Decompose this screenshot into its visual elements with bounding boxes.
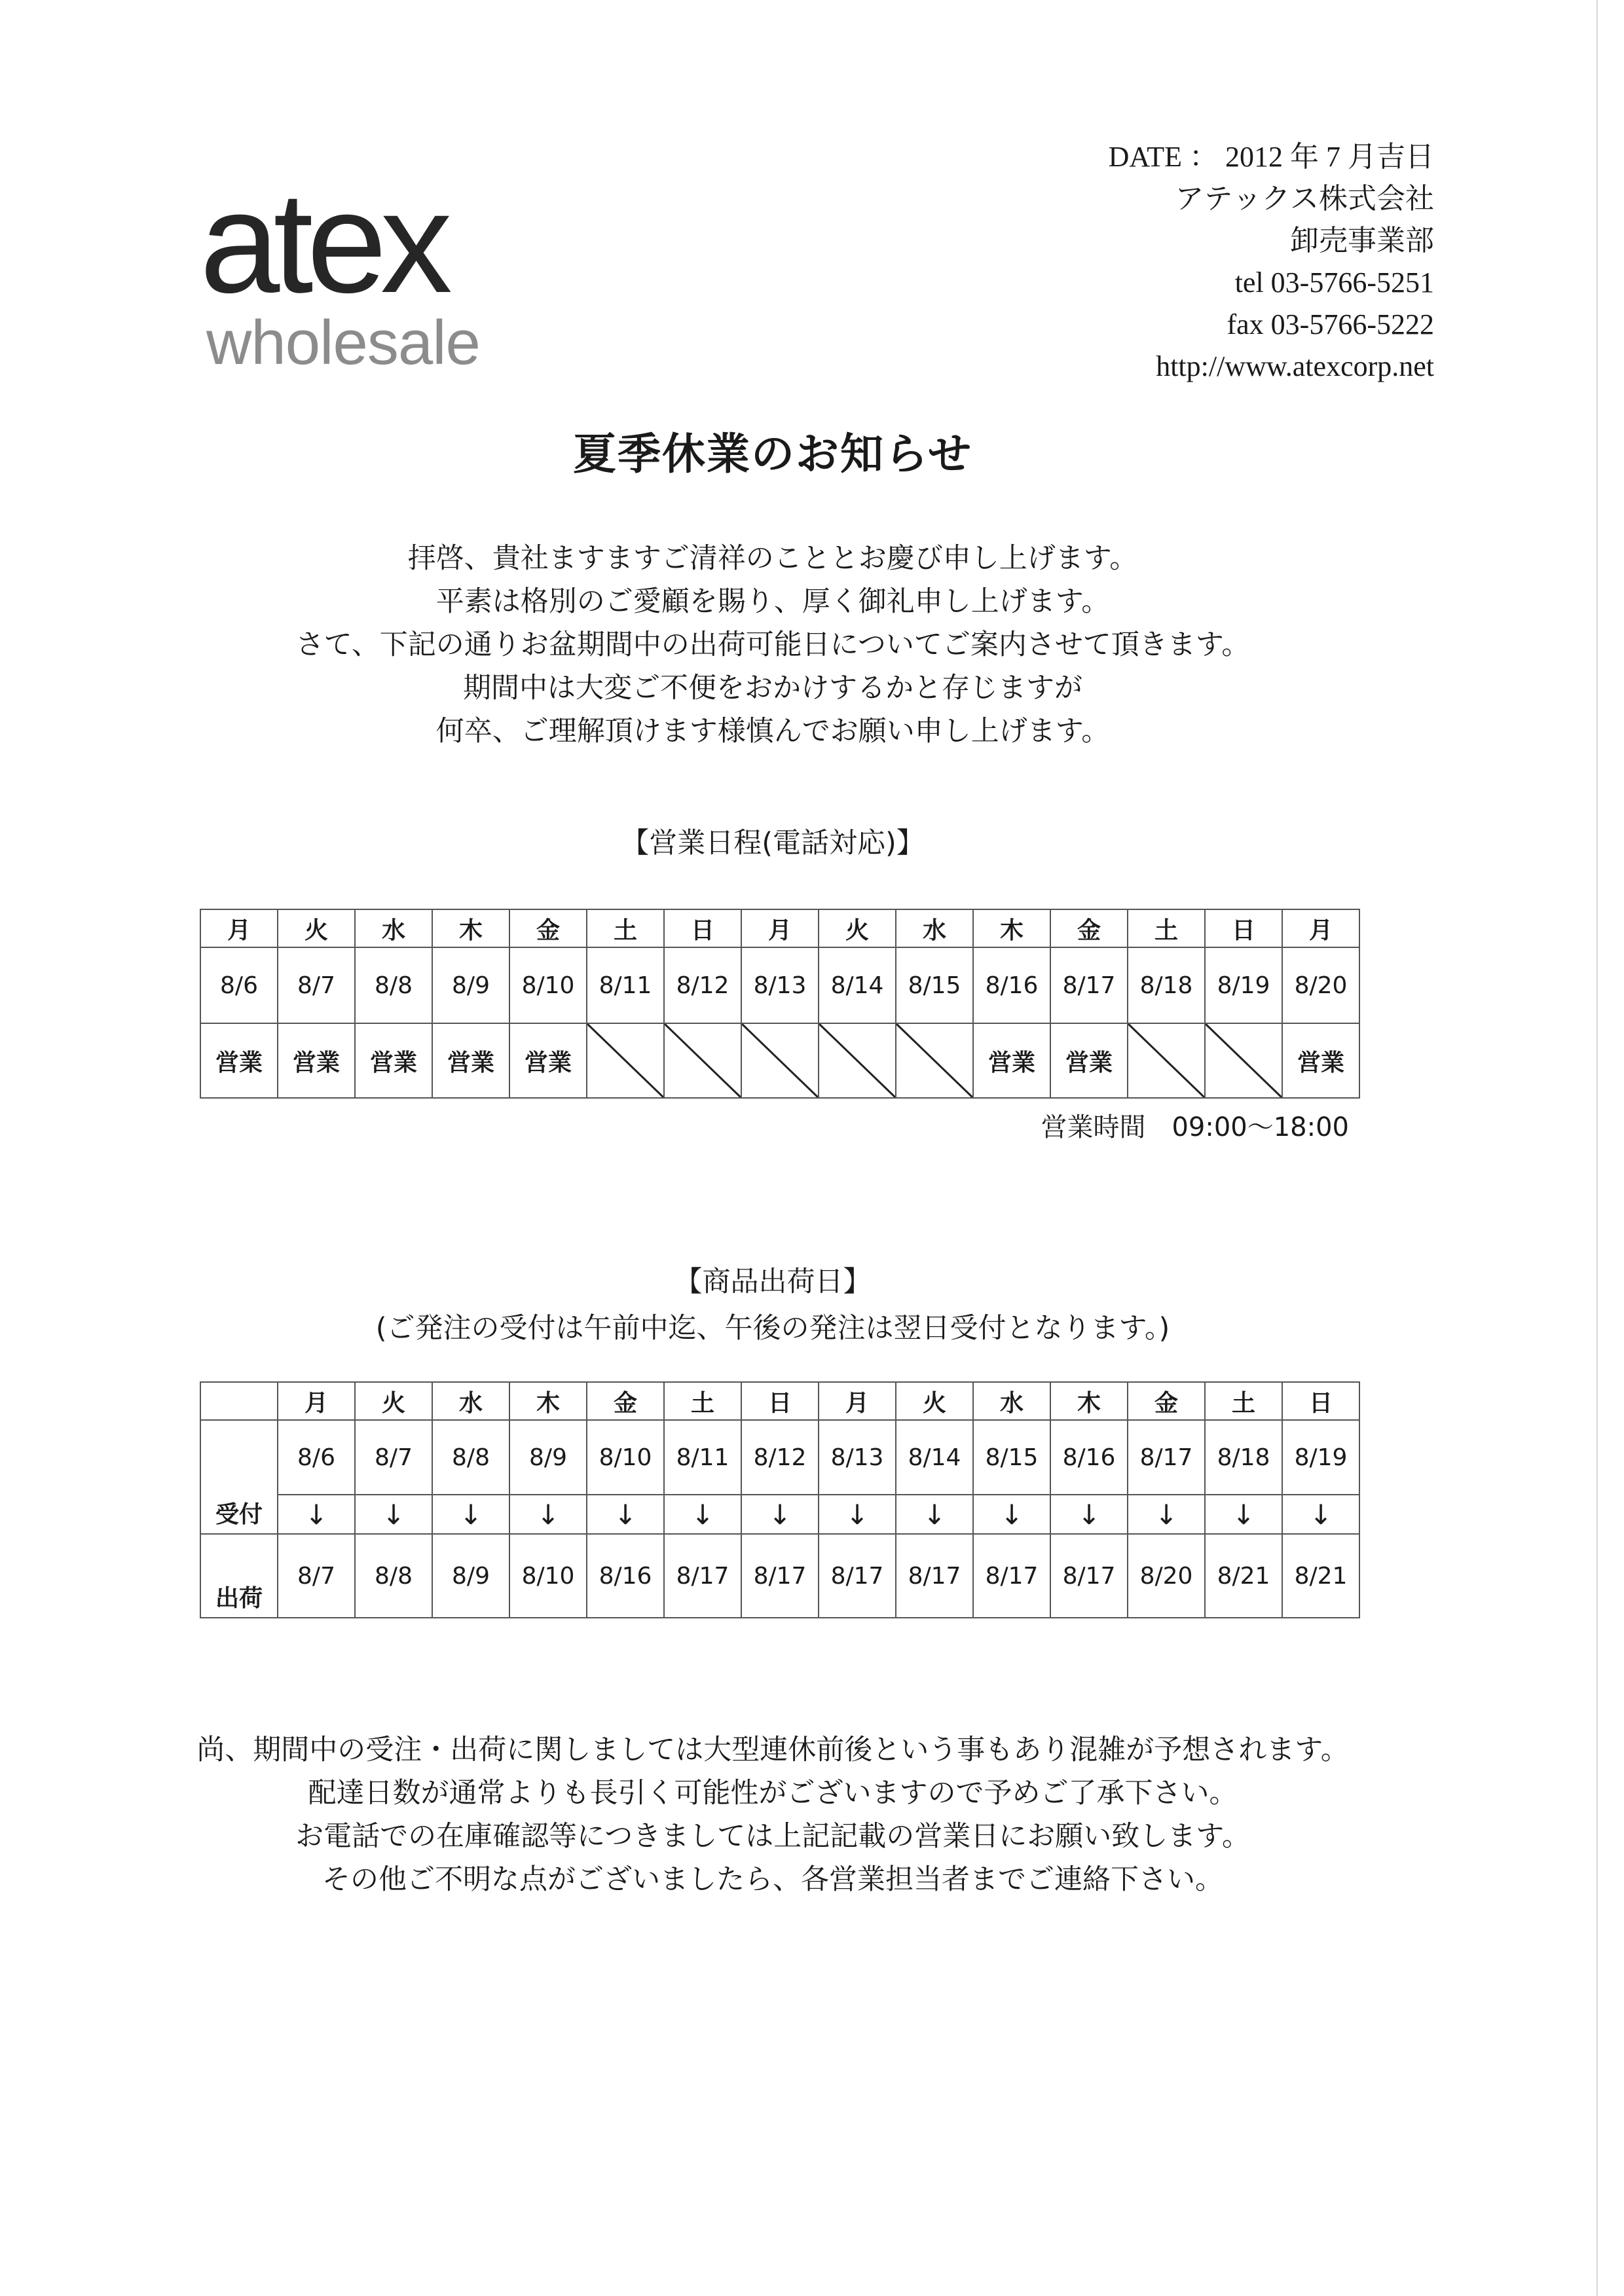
received-date-cell: 8/7 (355, 1420, 432, 1495)
shipped-date-cell: 8/17 (819, 1534, 896, 1618)
shipping-schedule-table (200, 1381, 1360, 1618)
closed-day-cell (819, 1023, 896, 1098)
weekday-cell: 水 (355, 909, 432, 947)
intro-paragraph (0, 537, 1545, 753)
closed-day-cell (1205, 1023, 1282, 1098)
received-date-cell: 8/9 (509, 1420, 587, 1495)
corner-cell (200, 1382, 278, 1420)
date-cell: 8/15 (896, 947, 973, 1023)
arrow-row (200, 1495, 1359, 1534)
date-cell: 8/19 (1205, 947, 1282, 1023)
closed-day-cell (896, 1023, 973, 1098)
weekday-cell: 火 (819, 909, 896, 947)
shipped-date-cell: 8/8 (355, 1534, 432, 1618)
shipped-date-cell: 8/21 (1205, 1534, 1282, 1618)
logo-wordmark: atex (200, 162, 446, 323)
date-cell: 8/12 (664, 947, 741, 1023)
received-date-cell: 8/13 (819, 1420, 896, 1495)
shipped-date-cell: 8/17 (896, 1534, 973, 1618)
received-date-cell: 8/16 (1050, 1420, 1128, 1495)
phone-number: tel 03-5766-5251 (1234, 266, 1434, 299)
intro-line: 何卒、ご理解頂けます様慎んでお願い申し上げます。 (435, 715, 1110, 748)
closed-day-cell (1128, 1023, 1205, 1098)
date-cell: 8/7 (278, 947, 355, 1023)
open-status-cell: 営業 (973, 1023, 1050, 1098)
shipped-date-cell: 8/10 (509, 1534, 587, 1618)
business-schedule-heading: 【営業日程(電話対応)】 (621, 827, 925, 860)
intro-line: 期間中は大変ご不便をおかけするかと存じますが (463, 672, 1082, 704)
open-status-cell: 営業 (432, 1023, 509, 1098)
weekday-cell: 日 (664, 909, 741, 947)
weekday-cell: 木 (509, 1382, 587, 1420)
shipped-date-cell: 8/16 (587, 1534, 664, 1618)
intro-line: 拝啓、貴社ますますご清祥のこととお慶び申し上げます。 (407, 542, 1138, 575)
shipped-date-cell: 8/17 (1050, 1534, 1128, 1618)
weekday-cell: 木 (432, 909, 509, 947)
shipped-date-cell: 8/17 (664, 1534, 741, 1618)
logo-subtitle: wholesale (206, 308, 480, 378)
open-status-cell: 営業 (200, 1023, 278, 1098)
date-row (200, 947, 1359, 1023)
weekday-cell: 金 (509, 909, 587, 947)
received-date-cell: 8/14 (896, 1420, 973, 1495)
arrow-cell: ↓ (278, 1495, 355, 1534)
shipped-date-cell: 8/21 (1282, 1534, 1359, 1618)
arrow-cell: ↓ (509, 1495, 587, 1534)
weekday-cell: 土 (1128, 909, 1205, 947)
weekday-cell: 木 (1050, 1382, 1128, 1420)
company-logo (200, 162, 480, 378)
received-row (200, 1420, 1359, 1495)
weekday-cell: 水 (432, 1382, 509, 1420)
shipped-date-cell: 8/9 (432, 1534, 509, 1618)
arrow-cell: ↓ (664, 1495, 741, 1534)
weekday-cell: 土 (587, 909, 664, 947)
closed-day-cell (587, 1023, 664, 1098)
weekday-cell: 月 (200, 909, 278, 947)
arrow-cell: ↓ (432, 1495, 509, 1534)
closing-line: お電話での在庫確認等につきましては上記記載の営業日にお願い致します。 (295, 1820, 1250, 1853)
date-cell: 8/14 (819, 947, 896, 1023)
weekday-cell: 月 (278, 1382, 355, 1420)
date-cell: 8/16 (973, 947, 1050, 1023)
date-cell: 8/9 (432, 947, 509, 1023)
status-row (200, 1023, 1359, 1098)
weekday-row (200, 909, 1359, 947)
closing-line: その他ご不明な点がございましたら、各営業担当者までご連絡下さい。 (322, 1863, 1223, 1896)
arrow-cell: ↓ (973, 1495, 1050, 1534)
shipped-date-cell: 8/17 (741, 1534, 819, 1618)
closed-slash-mark (742, 1024, 818, 1097)
shipped-date-cell: 8/20 (1128, 1534, 1205, 1618)
received-date-cell: 8/18 (1205, 1420, 1282, 1495)
arrow-cell: ↓ (1205, 1495, 1282, 1534)
received-label: 受付 (200, 1420, 278, 1534)
received-date-cell: 8/11 (664, 1420, 741, 1495)
closed-day-cell (664, 1023, 741, 1098)
date-cell: 8/17 (1050, 947, 1128, 1023)
weekday-cell: 火 (278, 909, 355, 947)
weekday-cell: 火 (355, 1382, 432, 1420)
intro-line: さて、下記の通りお盆期間中の出荷可能日についてご案内させて頂きます。 (295, 629, 1250, 661)
arrow-cell: ↓ (819, 1495, 896, 1534)
weekday-cell: 日 (741, 1382, 819, 1420)
closed-slash-mark (819, 1024, 895, 1097)
arrow-cell: ↓ (1128, 1495, 1205, 1534)
company-name: アテックス株式会社 (1175, 183, 1434, 215)
received-date-cell: 8/8 (432, 1420, 509, 1495)
closed-day-cell (741, 1023, 819, 1098)
weekday-cell: 土 (1205, 1382, 1282, 1420)
open-status-cell: 営業 (1282, 1023, 1359, 1098)
received-date-cell: 8/12 (741, 1420, 819, 1495)
open-status-cell: 営業 (278, 1023, 355, 1098)
weekday-row (200, 1382, 1359, 1420)
closed-slash-mark (1206, 1024, 1282, 1097)
open-status-cell: 営業 (355, 1023, 432, 1098)
weekday-cell: 水 (896, 909, 973, 947)
received-date-cell: 8/17 (1128, 1420, 1205, 1495)
date-cell: 8/11 (587, 947, 664, 1023)
date-cell: 8/20 (1282, 947, 1359, 1023)
page-edge (1596, 0, 1598, 2296)
received-date-cell: 8/10 (587, 1420, 664, 1495)
website-url: http://www.atexcorp.net (1156, 350, 1434, 382)
sender-info (1109, 136, 1434, 388)
date-cell: 8/18 (1128, 947, 1205, 1023)
closed-slash-mark (587, 1024, 663, 1097)
closed-slash-mark (665, 1024, 741, 1097)
open-status-cell: 営業 (1050, 1023, 1128, 1098)
weekday-cell: 火 (896, 1382, 973, 1420)
date-cell: 8/6 (200, 947, 278, 1023)
weekday-cell: 日 (1282, 1382, 1359, 1420)
received-date-cell: 8/15 (973, 1420, 1050, 1495)
arrow-cell: ↓ (896, 1495, 973, 1534)
shipped-date-cell: 8/17 (973, 1534, 1050, 1618)
arrow-cell: ↓ (741, 1495, 819, 1534)
business-schedule-table (200, 909, 1360, 1099)
shipped-row (200, 1534, 1359, 1618)
shipping-schedule-heading: 【商品出荷日】 (674, 1266, 872, 1298)
notice-title: 夏季休業のお知らせ (572, 429, 973, 479)
business-hours: 営業時間 09:00～18:00 (1041, 1112, 1349, 1142)
department-name: 卸売事業部 (1290, 225, 1434, 257)
closing-line: 配達日数が通常よりも長引く可能性がございますので予めご了承下さい。 (308, 1777, 1238, 1810)
closed-slash-mark (1128, 1024, 1204, 1097)
shipped-date-cell: 8/7 (278, 1534, 355, 1618)
issue-date: DATE ： 2012 年 7 月吉日 (1108, 141, 1434, 173)
closing-paragraph (0, 1728, 1545, 1901)
weekday-cell: 金 (587, 1382, 664, 1420)
fax-number: fax 03-5766-5222 (1227, 308, 1434, 340)
date-cell: 8/10 (509, 947, 587, 1023)
weekday-cell: 日 (1205, 909, 1282, 947)
weekday-cell: 月 (741, 909, 819, 947)
date-cell: 8/13 (741, 947, 819, 1023)
weekday-cell: 土 (664, 1382, 741, 1420)
open-status-cell: 営業 (509, 1023, 587, 1098)
weekday-cell: 木 (973, 909, 1050, 947)
arrow-cell: ↓ (1282, 1495, 1359, 1534)
weekday-cell: 月 (1282, 909, 1359, 947)
closing-line: 尚、期間中の受注・出荷に関しましては大型連休前後という事もあり混雑が予想されます。 (196, 1734, 1349, 1766)
shipped-label: 出荷 (200, 1534, 278, 1618)
weekday-cell: 金 (1050, 909, 1128, 947)
received-date-cell: 8/19 (1282, 1420, 1359, 1495)
arrow-cell: ↓ (355, 1495, 432, 1534)
weekday-cell: 水 (973, 1382, 1050, 1420)
intro-line: 平素は格別のご愛顧を賜り、厚く御礼申し上げます。 (435, 585, 1110, 618)
received-date-cell: 8/6 (278, 1420, 355, 1495)
weekday-cell: 月 (819, 1382, 896, 1420)
shipping-schedule-note: (ご発注の受付は午前中迄、午後の発注は翌日受付となります。) (375, 1312, 1170, 1345)
closed-slash-mark (896, 1024, 972, 1097)
arrow-cell: ↓ (587, 1495, 664, 1534)
date-cell: 8/8 (355, 947, 432, 1023)
arrow-cell: ↓ (1050, 1495, 1128, 1534)
weekday-cell: 金 (1128, 1382, 1205, 1420)
